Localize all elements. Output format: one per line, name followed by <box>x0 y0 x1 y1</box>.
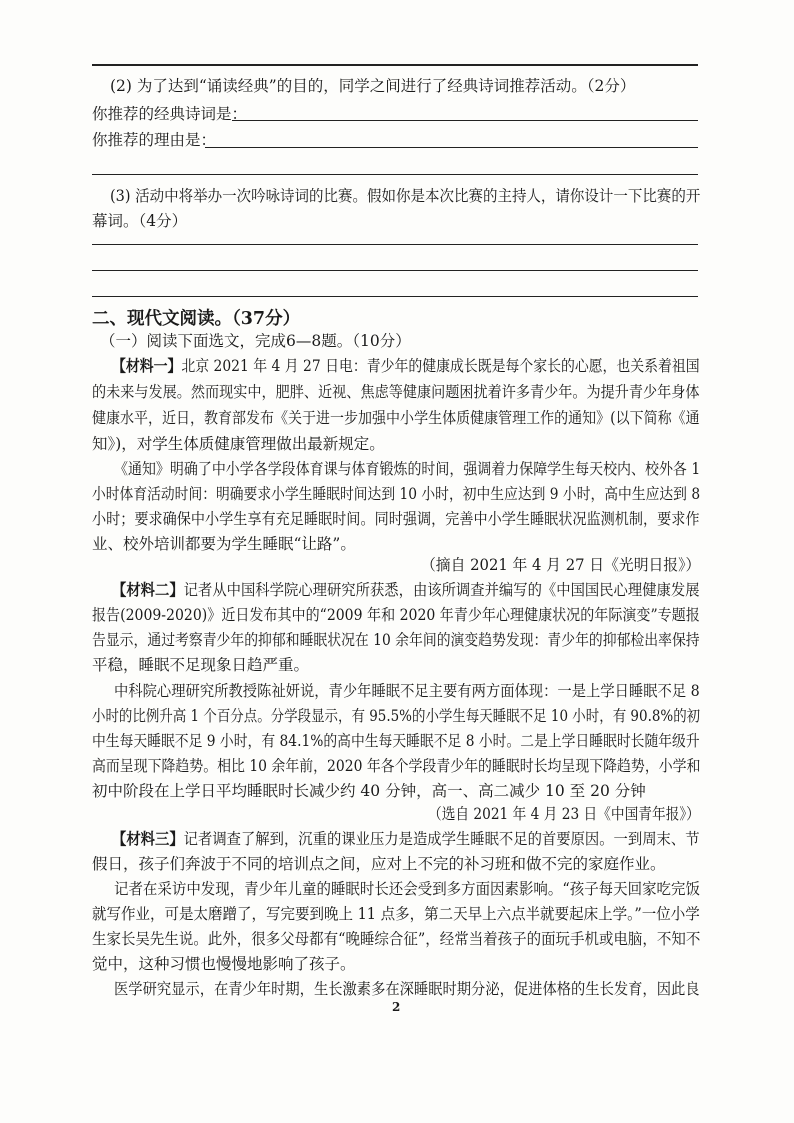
q3-answer-line-1[interactable] <box>92 244 698 245</box>
q3-answer-line-3[interactable] <box>92 296 698 297</box>
m1-line4: 知》)，对学生体质健康管理做出最新规定。 <box>92 435 385 453</box>
m3-p2-line2: 就写作业，可是太磨蹭了，写完要到晚上 11 点多，第二天早上六点半就要起床上学。”一位小学 <box>92 905 700 923</box>
m1-tag: 【材料一】 <box>112 356 182 375</box>
m3-p2-line4: 觉中，这种习惯也慢慢地影响了孩子。 <box>92 955 356 973</box>
m3-p2-line3: 生家长吴先生说。此外，很多父母都有“晚睡综合征”，经常当着孩子的面玩手机或电脑，不知不 <box>92 930 701 948</box>
q2-poem-label: 你推荐的经典诗词是： <box>92 105 248 123</box>
q3-prompt-line2: 幕词。（4分） <box>92 212 188 230</box>
m2-line4: 平稳，睡眠不足现象日趋严重。 <box>92 656 310 674</box>
m3-p2-line1: 记者在采访中发现，青少年儿童的睡眠时长还会受到多方面因素影响。“孩子每天回家吃完饭 <box>114 880 700 898</box>
m2-text1: 记者从中国科学院心理研究所获悉，由该所调查并编写的《中国国民心理健康发展 <box>183 581 700 599</box>
m3-tag: 【材料三】 <box>112 829 184 848</box>
m1-line1 <box>112 356 700 376</box>
top-rule <box>92 64 698 66</box>
m1-p2-line3: 小时；要求确保中小学生享有充足睡眠时间。同时强调，完善中小学生睡眠状况监测机制，要求作 <box>92 510 700 528</box>
m1-line3: 健康水平，近日，教育部发布《关于进一步加强中小学生体质健康管理工作的通知》(以下简称《通 <box>92 409 700 427</box>
m1-source: （摘自 2021 年 4 月 27 日《光明日报》） <box>421 556 701 574</box>
m3-line1 <box>112 829 700 849</box>
m2-p2-line1: 中科院心理研究所教授陈祉妍说，青少年睡眠不足主要有两方面体现：一是上学日睡眠不足 8 <box>114 682 700 700</box>
m2-tag: 【材料二】 <box>112 580 184 599</box>
m2-line2: 报告(2009-2020)》近日发布其中的“2009 年和 2020 年青少年心理健康状况的年际演变”专题报 <box>92 606 700 624</box>
m2-p2-line4: 高而呈现下降趋势。相比 10 余年前，2020 年各个学段青少年的睡眠时长均呈现下降趋势，小学和 <box>92 757 701 775</box>
section2-title: 二、现代文阅读。（37分） <box>92 309 301 329</box>
m2-line3: 告显示，通过考察青少年的抑郁和睡眠状况在 10 余年间的演变趋势发现：青少年的抑郁检出率保持 <box>92 631 700 649</box>
q2-reason-label: 你推荐的理由是： <box>92 131 217 149</box>
q2-reason-answer-line-2[interactable] <box>92 174 698 175</box>
m2-p2-line5: 初中阶段在上学日平均睡眠时长减少约 40 分钟，高一、高二减少 10 至 20 分钟 <box>92 782 646 800</box>
m2-source: （选自 2021 年 4 月 23 日《中国青年报》） <box>428 805 700 823</box>
m1-line2: 的未来与发展。然而现实中，肥胖、近视、焦虑等健康问题困扰着许多青少年。为提升青少年身体 <box>92 383 700 401</box>
m3-line2: 假日，孩子们奔波于不同的培训点之间，应对上不完的补习班和做不完的家庭作业。 <box>92 855 666 873</box>
m1-p2-line1: 《通知》明确了中小学各学段体育课与体育锻炼的时间，强调着力保障学生每天校内、校外各 1 <box>114 460 701 478</box>
m1-p2-line2: 小时体育活动时间：明确要求小学生睡眠时间达到 10 小时，初中生应达到 9 小时，高中生应达到 8 <box>92 485 701 503</box>
m3-text1: 记者调查了解到，沉重的课业压力是造成学生睡眠不足的首要原因。一到周末、节 <box>183 830 700 848</box>
m3-p3-line1: 医学研究显示，在青少年时期，生长激素多在深睡眠时期分泌，促进体格的生长发育，因此良 <box>114 980 700 998</box>
q2-reason-answer-line[interactable] <box>205 147 698 148</box>
m1-text1: 北京 2021 年 4 月 27 日电：青少年的健康成长既是每个家长的心愿，也关系着祖国 <box>181 357 700 375</box>
page-number: 2 <box>392 1000 401 1014</box>
m2-p2-line3: 中生每天睡眠不足 9 小时，有 84.1%的高中生每天睡眠不足 8 小时。二是上学日睡眠时长随年级升 <box>92 732 700 750</box>
section2-subtitle: （一）阅读下面选文，完成6—8题。（10分） <box>100 332 411 350</box>
q3-answer-line-2[interactable] <box>92 270 698 271</box>
m2-line1 <box>112 580 700 600</box>
m2-p2-line2: 小时的比例升高 1 个百分点。分学段显示，有 95.5%的小学生每天睡眠不足 10 小时，有 90.8%的初 <box>92 707 701 725</box>
q2-prompt: (2) 为了达到“诵读经典”的目的，同学之间进行了经典诗词推荐活动。（2分） <box>110 77 636 95</box>
q3-prompt-line1: (3) 活动中将举办一次吟咏诗词的比赛。假如你是本次比赛的主持人，请你设计一下比赛的开 <box>110 187 701 205</box>
q2-poem-answer-line[interactable] <box>232 120 698 121</box>
m1-p2-line4: 业、校外培训都要为学生睡眠“让路”。 <box>92 535 356 553</box>
